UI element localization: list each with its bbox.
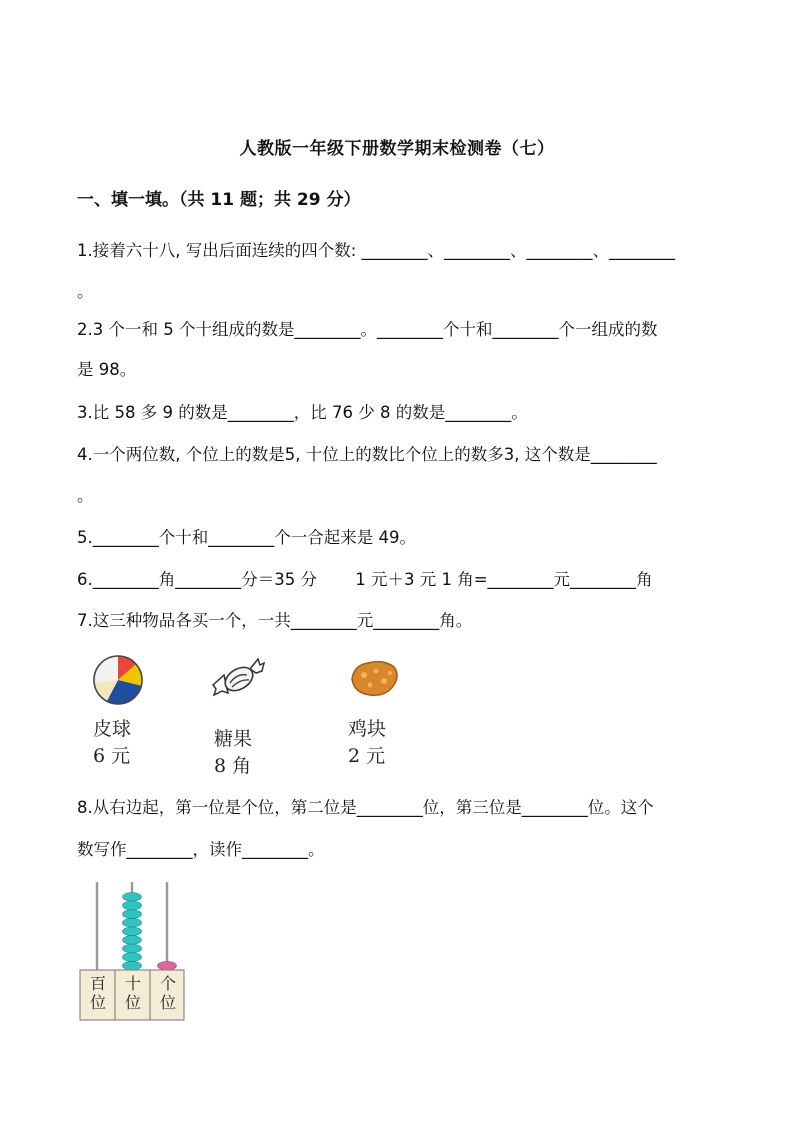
question-7: 7.这三种物品各买一个，一共________元________角。 xyxy=(77,611,473,630)
question-8-end: 数写作________，读作________。 xyxy=(77,840,325,859)
abacus-bead-tens xyxy=(123,961,142,970)
question-1: 1.接着六十八, 写出后面连续的四个数: ________、________、________、________ xyxy=(77,241,676,260)
abacus-label-tens-bottom: 位 xyxy=(124,993,141,1012)
abacus-bead-tens xyxy=(123,893,142,902)
item-price-nugget: 2 元 xyxy=(348,745,386,767)
abacus-bead-tens xyxy=(123,936,142,945)
abacus-bead-tens xyxy=(123,918,142,927)
question-8: 8.从右边起，第一位是个位，第二位是________位，第三位是________位。这个 xyxy=(77,798,654,817)
question-5: 5.________个十和________个一合起来是 49。 xyxy=(77,528,416,547)
item-price-candy: 8 角 xyxy=(214,755,252,777)
abacus-label-tens-top: 十 xyxy=(124,974,141,993)
abacus-bead-tens xyxy=(123,901,142,910)
abacus-bead-tens xyxy=(123,910,142,919)
item-name-ball: 皮球 xyxy=(93,718,132,740)
abacus-label-ones xyxy=(151,974,185,1012)
question-4-end: 。 xyxy=(77,486,94,505)
abacus-bead-tens xyxy=(123,927,142,936)
question-2: 2.3 个一和 5 个十组成的数是________。________个十和________个一组成的数 xyxy=(77,320,658,339)
abacus-bead-tens xyxy=(123,953,142,962)
item-name-nugget: 鸡块 xyxy=(348,718,387,740)
question-6: 6.________角________分＝35 分 1 元＋3 元 1 角=________元________角 xyxy=(77,570,653,589)
abacus-label-ones-top: 个 xyxy=(159,974,176,993)
page-title: 人教版一年级下册数学期末检测卷（七） xyxy=(239,139,555,159)
question-2-end: 是 98。 xyxy=(77,360,137,379)
ball-icon xyxy=(90,654,146,706)
question-4: 4.一个两位数, 个位上的数是5, 十位上的数比个位上的数多3, 这个数是________ xyxy=(77,445,657,464)
tens-beads xyxy=(123,893,142,970)
item-name-candy: 糖果 xyxy=(214,728,253,750)
abacus-label-hundreds-bottom: 位 xyxy=(89,993,106,1012)
item-price-ball: 6 元 xyxy=(93,745,131,767)
ones-beads xyxy=(158,961,177,970)
abacus-label-hundreds xyxy=(81,974,115,1012)
abacus-bead-tens xyxy=(123,944,142,953)
abacus-label-tens xyxy=(116,974,150,1012)
question-3: 3.比 58 多 9 的数是________，比 76 少 8 的数是________。 xyxy=(77,403,528,422)
candy-icon xyxy=(210,655,266,701)
abacus-bead-ones xyxy=(158,961,177,970)
chicken-nugget-icon xyxy=(346,655,402,701)
section-heading: 一、填一填。（共 11 题；共 29 分） xyxy=(77,190,361,210)
abacus-label-ones-bottom: 位 xyxy=(159,993,176,1012)
abacus-label-hundreds-top: 百 xyxy=(89,974,106,993)
question-1-end: 。 xyxy=(77,282,94,301)
